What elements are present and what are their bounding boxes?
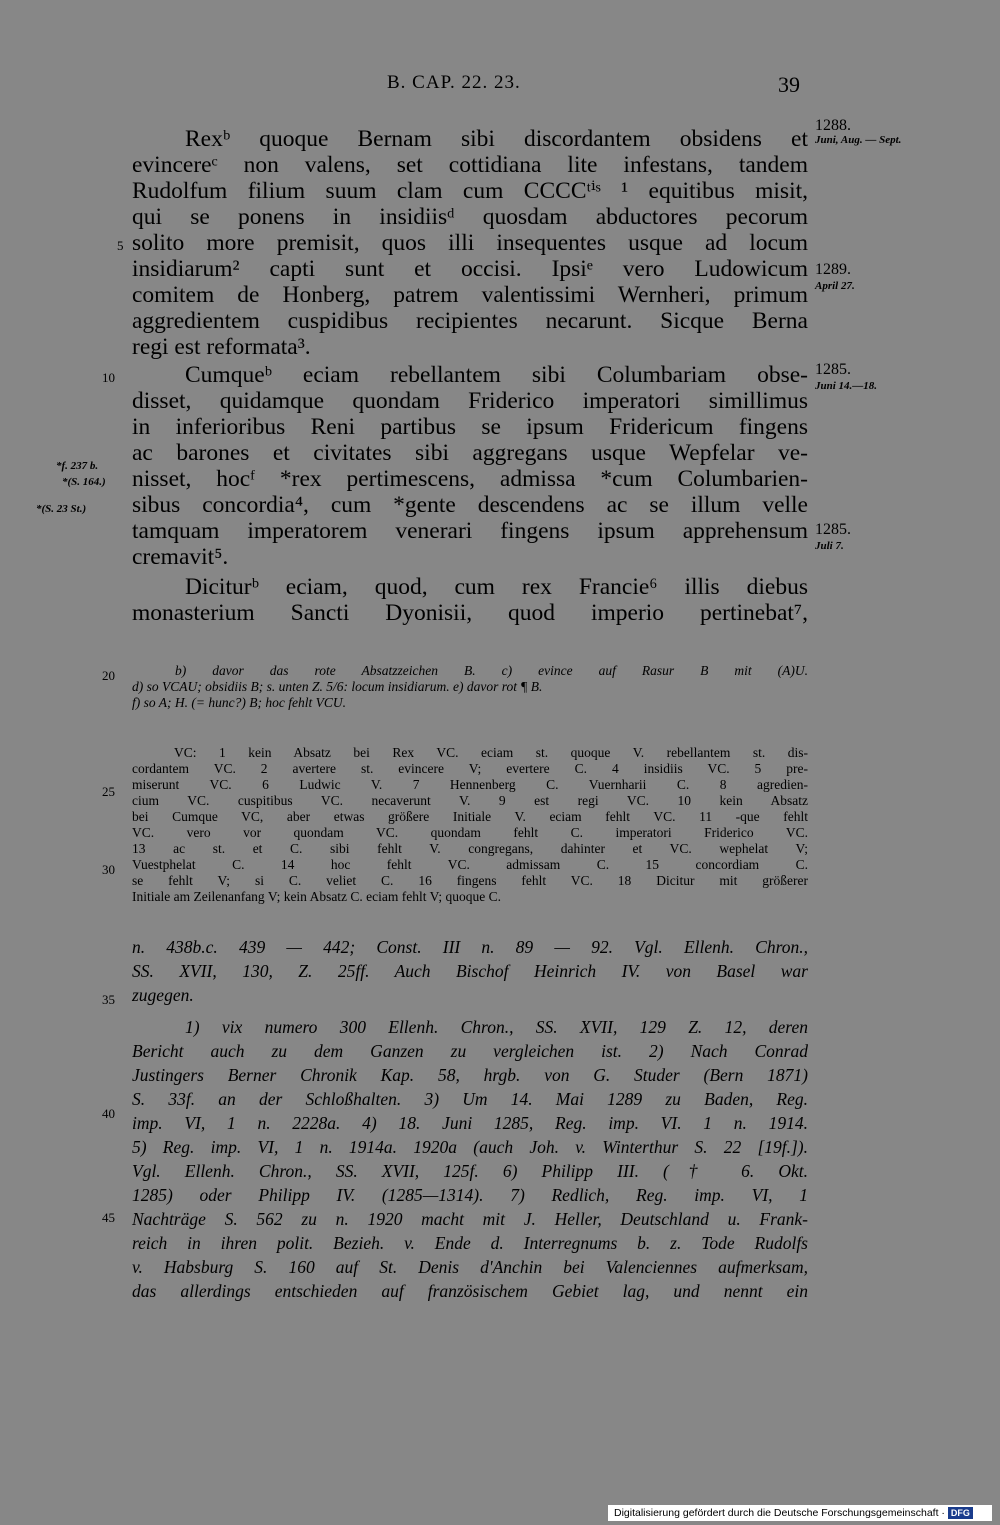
line-number: 45 — [102, 1210, 115, 1225]
main-text-line: aggredientem cuspidibus recipientes necarunt. Sicque Berna — [132, 308, 808, 334]
main-text-line: solito more premisit, quos illi insequentes usque ad locum — [132, 230, 808, 256]
main-text-line: comitem de Honberg, patrem valentissimi Wernheri, primum — [132, 282, 808, 308]
main-text-line: ac barones et civitates sibi aggregans usque Wepfelar ve- — [132, 440, 808, 466]
variant-line: VC. vero vor quondam VC. quondam fehlt C. imperatori Friderico VC. — [132, 825, 808, 840]
margin-date-detail: Juli 7. — [815, 540, 844, 552]
note-line: Bericht auch zu dem Ganzen zu vergleichen ist. 2) Nach Conrad — [132, 1041, 808, 1061]
main-text-line: Cumqueᵇ eciam rebellantem sibi Columbariam obse- — [185, 362, 808, 388]
running-header: B. CAP. 22. 23. — [387, 72, 521, 93]
main-text-line: evincereᶜ non valens, set cottidiana lite infestans, tandem — [132, 152, 808, 178]
main-text-line: monasterium Sancti Dyonisii, quod imperio pertinebat⁷, — [132, 600, 808, 626]
note-line: n. 438b.c. 439 — 442; Const. III n. 89 — 92. Vgl. Ellenh. Chron., — [132, 937, 808, 957]
main-text-line: nisset, hocᶠ *rex pertimescens, admissa *cum Columbarien- — [132, 466, 808, 492]
margin-date-year: 1289. — [815, 261, 851, 278]
note-line: Justingers Berner Chronik Kap. 58, hrgb. von G. Studer (Bern 1871) — [132, 1065, 808, 1085]
main-text-line: regi est reformata³. — [132, 334, 311, 360]
variant-line: VC: 1 kein Absatz bei Rex VC. eciam st. quoque V. rebellantem st. dis- — [174, 745, 808, 760]
note-line: v. Habsburg S. 160 auf St. Denis d'Anchin bei Valenciennes aufmerksam, — [132, 1257, 808, 1277]
margin-date — [815, 262, 855, 294]
variant-line: se fehlt V; si C. veliet C. 16 fingens fehlt VC. 18 Dicitur mit größerer — [132, 873, 808, 888]
main-text-line: qui se ponens in insidiisᵈ quosdam abductores pecorum — [132, 204, 808, 230]
main-text-line: cremavit⁵. — [132, 544, 229, 570]
margin-date — [815, 362, 877, 394]
variant-line: cordantem VC. 2 avertere st. evincere V; evertere C. 4 insidiis VC. 5 pre- — [132, 761, 808, 776]
note-line: 1285) oder Philipp IV. (1285—1314). 7) Redlich, Reg. imp. VI, 1 — [132, 1185, 808, 1205]
line-number: 40 — [102, 1106, 115, 1121]
main-text-line: disset, quidamque quondam Friderico imperatori simillimus — [132, 388, 808, 414]
note-line: imp. VI, 1 n. 2228a. 4) 18. Juni 1285, Reg. imp. VI. 1 n. 1914. — [132, 1113, 808, 1133]
main-text-line: tamquam imperatorem venerari fingens ipsum apprehensum — [132, 518, 808, 544]
funding-footer — [608, 1505, 992, 1521]
footer-text: Digitalisierung gefördert durch die Deutsche Forschungsgemeinschaft · — [614, 1507, 945, 1519]
folio-reference: *(S. 23 St.) — [36, 503, 87, 515]
margin-date-detail: April 27. — [815, 280, 855, 292]
margin-date-year: 1288. — [815, 117, 851, 134]
main-text-line: sibus concordia⁴, cum *gente descendens ac se illum velle — [132, 492, 808, 518]
dfg-logo: DFG — [948, 1507, 973, 1519]
folio-reference: *f. 237 b. — [56, 460, 99, 472]
margin-date — [815, 118, 905, 148]
note-line: Nachträge S. 562 zu n. 1920 macht mit J. Heller, Deutschland u. Frank- — [132, 1209, 808, 1229]
note-line: SS. XVII, 130, Z. 25ff. Auch Bischof Heinrich IV. von Basel war — [132, 961, 808, 981]
margin-date-detail: Juni, Aug. — Sept. — [815, 134, 902, 146]
note-line: S. 33f. an der Schloßhalten. 3) Um 14. Mai 1289 zu Baden, Reg. — [132, 1089, 808, 1109]
variant-line: Initiale am Zeilenanfang V; kein Absatz C. eciam fehlt V; quoque C. — [132, 889, 502, 904]
main-text-line: Rexᵇ quoque Bernam sibi discordantem obsidens et — [185, 126, 808, 152]
variant-line: bei Cumque VC, aber etwas größere Initiale V. eciam fehlt VC. 11 -que fehlt — [132, 809, 808, 824]
note-line: 1) vix numero 300 Ellenh. Chron., SS. XVII, 129 Z. 12, deren — [185, 1017, 808, 1037]
margin-date — [815, 522, 851, 554]
line-number: 30 — [102, 862, 115, 877]
main-text-line: in inferioribus Reni partibus se ipsum Fridericum fingens — [132, 414, 808, 440]
apparatus-line: b) davor das rote Absatzzeichen B. c) evince auf Rasur B mit (A)U. — [175, 663, 808, 678]
main-text-line: Diciturᵇ eciam, quod, cum rex Francie⁶ illis diebus — [185, 574, 808, 600]
margin-date-year: 1285. — [815, 521, 851, 538]
variant-line: Vuestphelat C. 14 hoc fehlt VC. admissam C. 15 concordiam C. — [132, 857, 808, 872]
line-number: 10 — [102, 370, 115, 385]
line-number: 25 — [102, 784, 115, 799]
margin-date-year: 1285. — [815, 361, 851, 378]
folio-reference: *(S. 164.) — [62, 476, 106, 488]
variant-line: 13 ac st. et C. sibi fehlt V. congregans, dahinter et VC. wephelat V; — [132, 841, 808, 856]
line-number: 20 — [102, 668, 115, 683]
main-text-line: Rudolfum filium suum clam cum CCCCᵗⁱˢ ¹ equitibus misit, — [132, 178, 808, 204]
note-line: das allerdings entschieden auf französischem Gebiet lag, und nennt ein — [132, 1281, 808, 1301]
line-number: 5 — [117, 238, 124, 253]
margin-date-detail: Juni 14.—18. — [815, 380, 878, 392]
main-text-line: insidiarum² capti sunt et occisi. Ipsiᵉ vero Ludowicum — [132, 256, 808, 282]
note-line: zugegen. — [132, 985, 194, 1005]
note-line: Vgl. Ellenh. Chron., SS. XVII, 125f. 6) Philipp III. († 6. Okt. — [132, 1161, 808, 1181]
page-number: 39 — [778, 72, 800, 97]
line-number: 35 — [102, 992, 115, 1007]
variant-line: miserunt VC. 6 Ludwic V. 7 Hennenberg C. Vuernharii C. 8 agredien- — [132, 777, 808, 792]
variant-line: cium VC. cuspitibus VC. necaverunt V. 9 est regi VC. 10 kein Absatz — [132, 793, 808, 808]
note-line: 5) Reg. imp. VI, 1 n. 1914a. 1920a (auch Joh. v. Winterthur S. 22 [19f.]). — [132, 1137, 808, 1157]
apparatus-line: f) so A; H. (= hunc?) B; hoc fehlt VCU. — [132, 695, 346, 710]
apparatus-line: d) so VCAU; obsidiis B; s. unten Z. 5/6: locum insidiarum. e) davor rot ¶ B. — [132, 679, 543, 694]
note-line: reich in ihren polit. Bezieh. v. Ende d. Interregnums b. z. Tode Rudolfs — [132, 1233, 808, 1253]
